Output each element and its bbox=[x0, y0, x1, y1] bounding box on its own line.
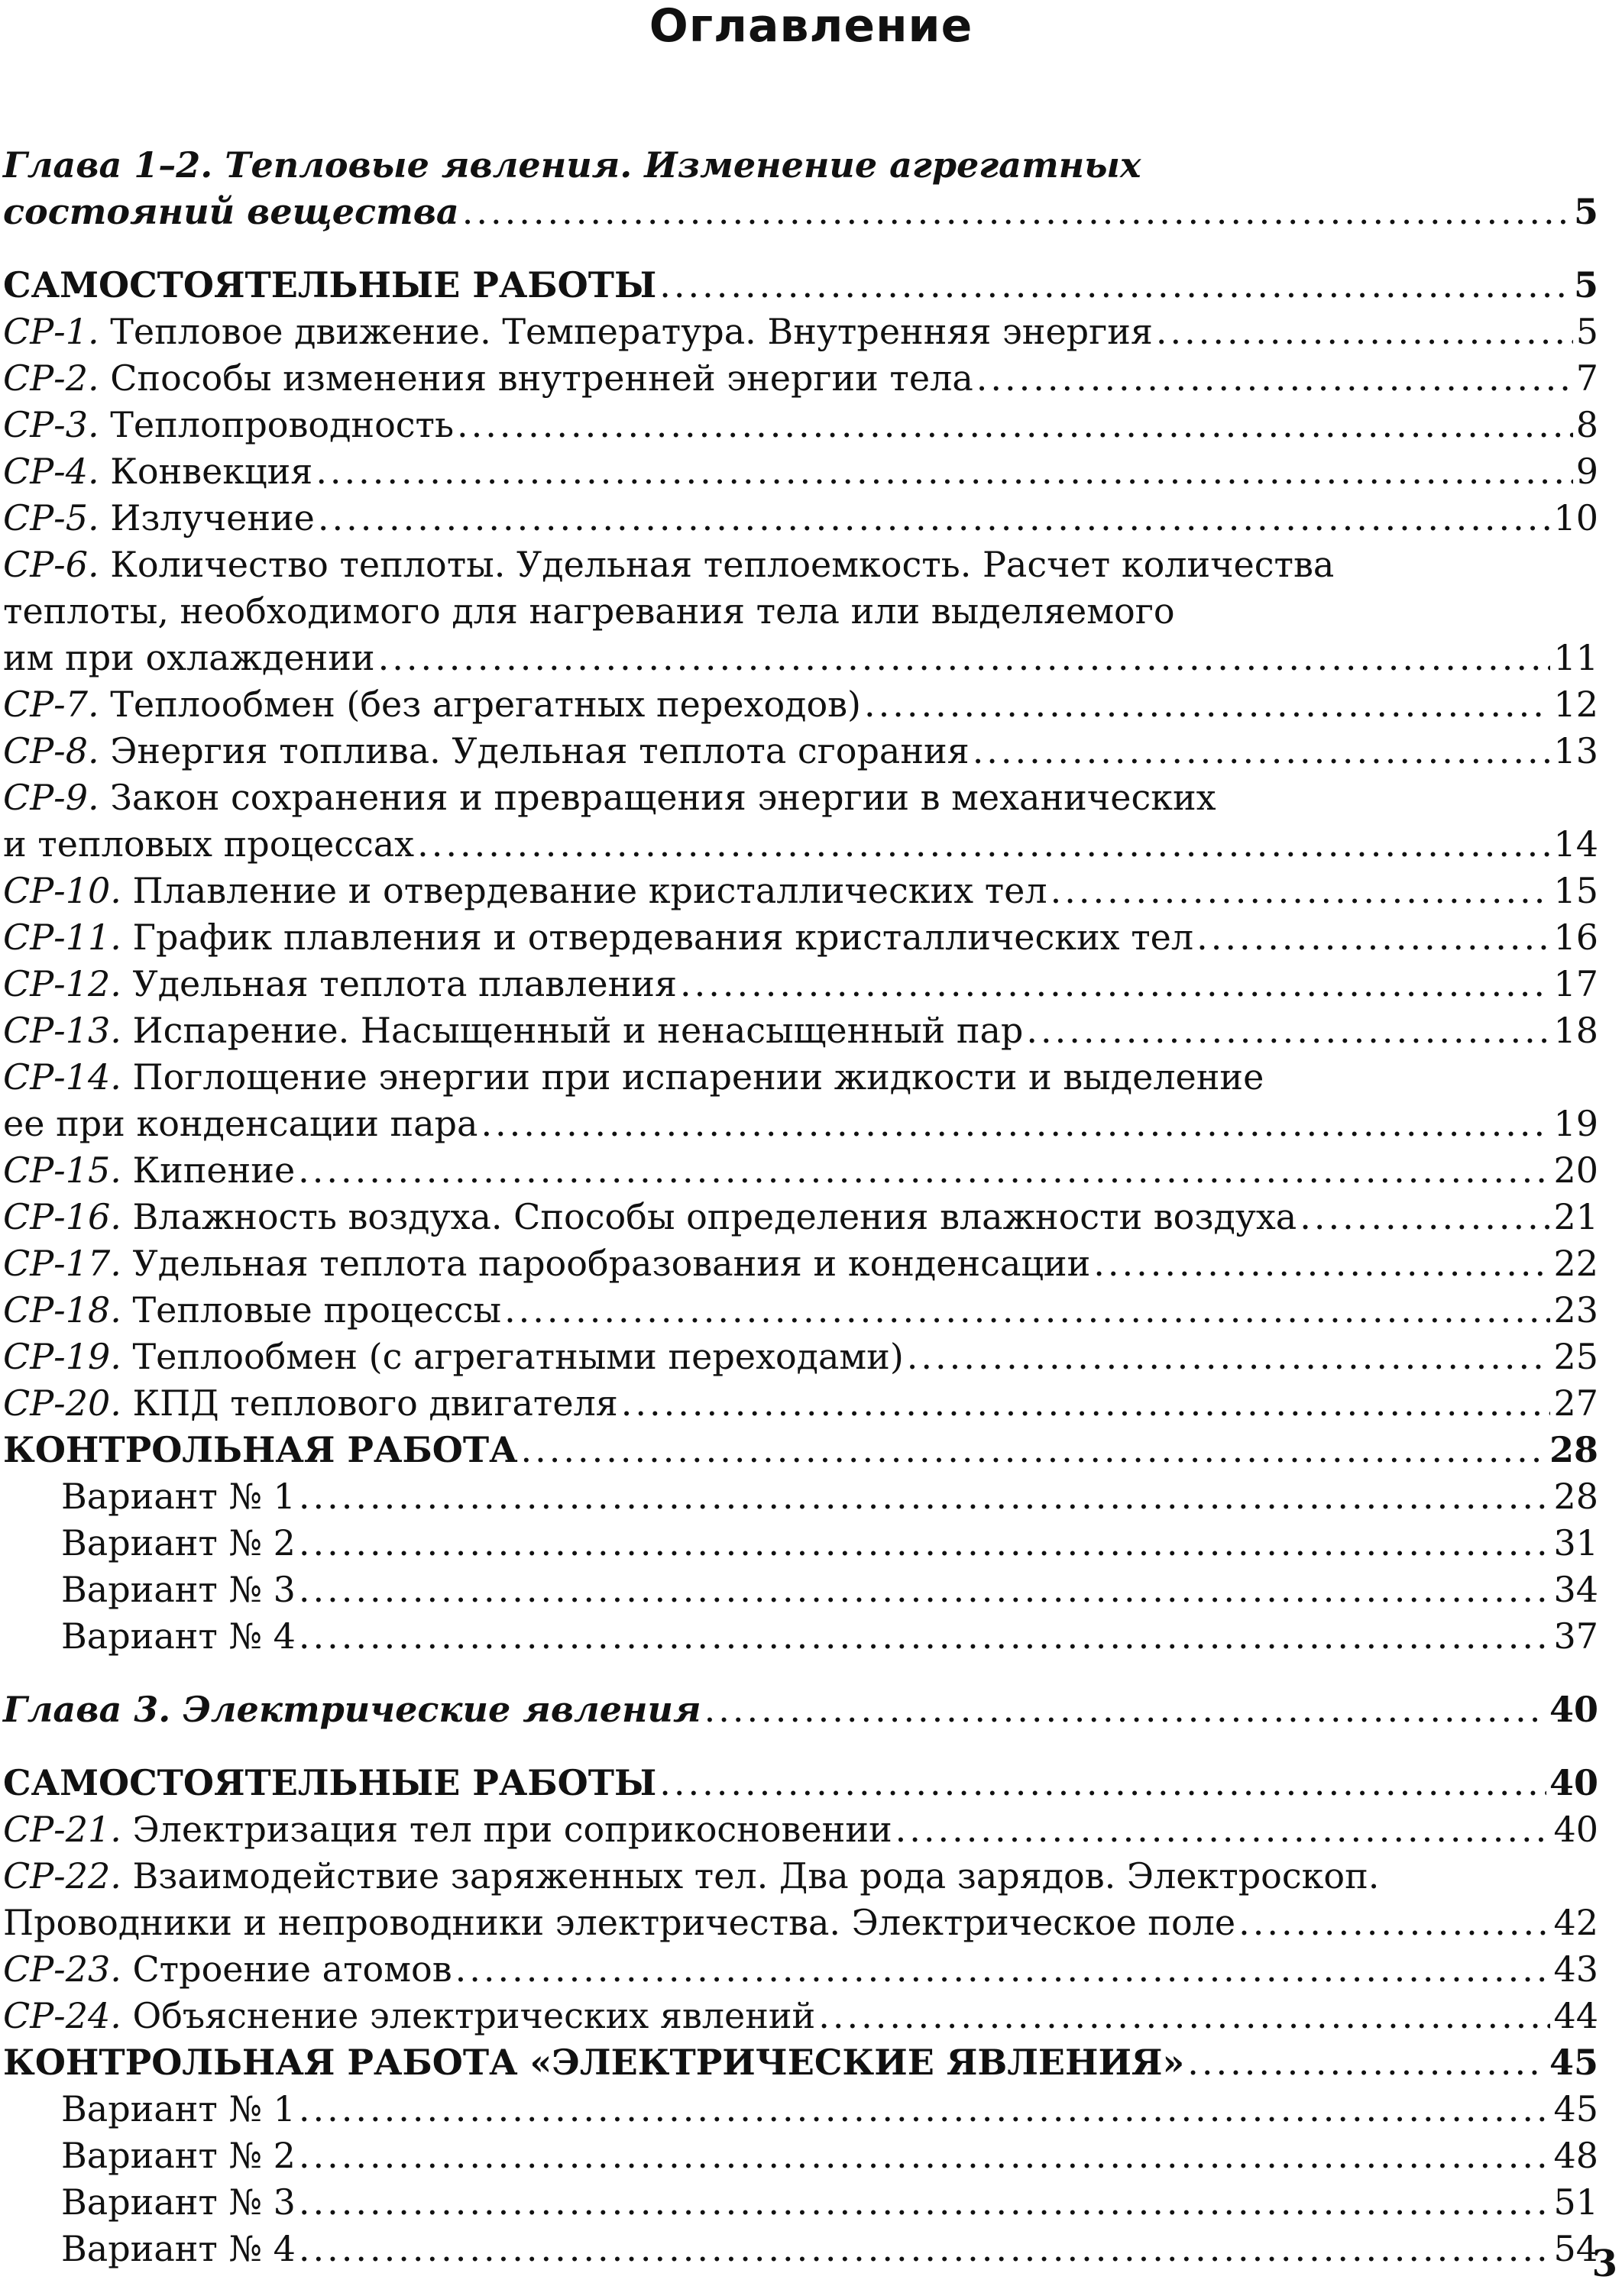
toc-entry-title: Теплопроводность bbox=[99, 404, 455, 445]
dot-leader bbox=[299, 2133, 1551, 2179]
toc-entry-number: СР-2. bbox=[3, 357, 99, 399]
toc-entry-page: 10 bbox=[1553, 497, 1598, 538]
dot-leader bbox=[1093, 1240, 1550, 1287]
toc-entry-title: и тепловых процессах bbox=[3, 823, 415, 865]
dot-leader bbox=[621, 1380, 1551, 1427]
toc-entry-page: 51 bbox=[1553, 2181, 1598, 2223]
toc-entry-number: СР-4. bbox=[3, 451, 99, 492]
toc-entry-title: Вариант № 1 bbox=[61, 2088, 296, 2129]
toc-entry-item bbox=[3, 542, 1598, 588]
toc-entry-title: Объяснение электрических явлений bbox=[121, 1995, 816, 2036]
toc-entry-title: Глава 3. Электрические явления bbox=[3, 1689, 701, 1730]
dot-leader bbox=[299, 1567, 1551, 1613]
dot-leader bbox=[417, 821, 1550, 868]
toc-entry-page: 25 bbox=[1553, 1336, 1598, 1377]
dot-leader bbox=[316, 448, 1572, 495]
toc-entry-number: СР-22. bbox=[3, 1855, 121, 1897]
toc-entry-page: 28 bbox=[1553, 1476, 1598, 1517]
dot-leader bbox=[1196, 914, 1550, 961]
toc-entry-page: 18 bbox=[1553, 1010, 1598, 1051]
toc-entry-number: СР-3. bbox=[3, 404, 99, 445]
toc-entry-item bbox=[3, 868, 1598, 914]
toc-entry-title: им при охлаждении bbox=[3, 637, 375, 678]
toc-entry-variant bbox=[3, 1613, 1598, 1660]
dot-leader bbox=[299, 1613, 1551, 1660]
toc-entry-number: СР-20. bbox=[3, 1382, 121, 1424]
toc-entry-title: Глава 1–2. Тепловые явления. Изменение агрегатных bbox=[3, 144, 1141, 186]
toc-entry-page: 45 bbox=[1553, 2088, 1598, 2129]
toc-entry-number: СР-8. bbox=[3, 730, 99, 771]
toc-entry-item bbox=[3, 635, 1598, 681]
toc-entry-page: 43 bbox=[1553, 1948, 1598, 1990]
dot-leader bbox=[907, 1334, 1551, 1380]
toc-entry-title: Вариант № 2 bbox=[61, 2135, 296, 2176]
toc-entry-title: Плавление и отвердевание кристаллических тел bbox=[121, 870, 1047, 911]
dot-leader bbox=[680, 961, 1550, 1007]
toc-entry-item bbox=[3, 1806, 1598, 1853]
toc-entry-page: 27 bbox=[1553, 1382, 1598, 1424]
dot-leader bbox=[299, 1473, 1551, 1520]
toc-entry-page: 21 bbox=[1553, 1196, 1598, 1237]
toc-entry-page: 40 bbox=[1553, 1809, 1598, 1850]
toc-entry-title: Влажность воздуха. Способы определения влажности воздуха bbox=[121, 1196, 1297, 1237]
page-number: 3 bbox=[1591, 2243, 1617, 2285]
toc-entry-page: 7 bbox=[1575, 357, 1598, 399]
toc-entry-title: Испарение. Насыщенный и ненасыщенный пар bbox=[121, 1010, 1024, 1051]
toc-entry-item bbox=[3, 914, 1598, 961]
toc-entry-item bbox=[3, 1900, 1598, 1946]
toc-entry-number: СР-14. bbox=[3, 1056, 121, 1098]
dot-leader bbox=[1187, 2039, 1546, 2086]
toc-entry-title: САМОСТОЯТЕЛЬНЫЕ РАБОТЫ bbox=[3, 1762, 657, 1803]
toc-entry-item bbox=[3, 774, 1598, 821]
toc-entry-title: График плавления и отвердевания кристаллических тел bbox=[121, 917, 1194, 958]
page-title: Оглавление bbox=[649, 0, 973, 53]
toc-entry-number: СР-18. bbox=[3, 1289, 121, 1331]
dot-leader bbox=[378, 635, 1551, 681]
table-of-contents bbox=[3, 142, 1598, 2272]
toc-entry-title: Вариант № 4 bbox=[61, 2228, 296, 2269]
toc-entry-section bbox=[3, 1427, 1598, 1473]
toc-entry-number: СР-10. bbox=[3, 870, 121, 911]
toc-entry-number: СР-1. bbox=[3, 311, 99, 352]
toc-entry-page: 16 bbox=[1553, 917, 1598, 958]
toc-entry-number: СР-12. bbox=[3, 963, 121, 1004]
toc-entry-title: Проводники и непроводники электричества. Электрическое поле bbox=[3, 1902, 1236, 1943]
toc-entry-title: КПД теплового двигателя bbox=[121, 1382, 618, 1424]
dot-leader bbox=[1238, 1900, 1550, 1946]
toc-entry-page: 13 bbox=[1553, 730, 1598, 771]
toc-entry-number: СР-16. bbox=[3, 1196, 121, 1237]
toc-entry-page: 22 bbox=[1553, 1243, 1598, 1284]
toc-entry-item bbox=[3, 681, 1598, 728]
dot-leader bbox=[818, 1993, 1550, 2039]
toc-entry-item bbox=[3, 1007, 1598, 1054]
toc-entry-page: 15 bbox=[1553, 870, 1598, 911]
toc-entry-title: состояний вещества bbox=[3, 191, 459, 232]
toc-entry-section bbox=[3, 2039, 1598, 2086]
toc-entry-item bbox=[3, 1147, 1598, 1194]
toc-entry-item bbox=[3, 1993, 1598, 2039]
toc-entry-page: 40 bbox=[1549, 1762, 1598, 1803]
toc-entry-variant bbox=[3, 2179, 1598, 2226]
toc-entry-item bbox=[3, 1194, 1598, 1240]
toc-entry-variant bbox=[3, 2133, 1598, 2179]
dot-leader bbox=[521, 1427, 1546, 1473]
toc-entry-title: Способы изменения внутренней энергии тела bbox=[99, 357, 973, 399]
dot-leader bbox=[864, 681, 1550, 728]
toc-entry-item bbox=[3, 495, 1598, 542]
toc-entry-title: Вариант № 2 bbox=[61, 1522, 296, 1564]
toc-entry-page: 37 bbox=[1553, 1615, 1598, 1657]
toc-entry-page: 31 bbox=[1553, 1522, 1598, 1564]
toc-entry-item bbox=[3, 402, 1598, 448]
toc-entry-variant bbox=[3, 2086, 1598, 2133]
toc-entry-title: Удельная теплота парообразования и конденсации bbox=[121, 1243, 1091, 1284]
dot-leader bbox=[659, 262, 1571, 309]
toc-entry-title: Тепловые процессы bbox=[121, 1289, 502, 1331]
dot-leader bbox=[298, 1147, 1550, 1194]
toc-entry-item bbox=[3, 1334, 1598, 1380]
toc-entry-title: Электризация тел при соприкосновении bbox=[121, 1809, 892, 1850]
toc-entry-item bbox=[3, 588, 1598, 635]
toc-entry-page: 17 bbox=[1553, 963, 1598, 1004]
dot-leader bbox=[659, 1760, 1546, 1806]
toc-entry-page: 12 bbox=[1553, 684, 1598, 725]
dot-leader bbox=[318, 495, 1551, 542]
toc-entry-number: СР-23. bbox=[3, 1948, 121, 1990]
toc-entry-number: СР-11. bbox=[3, 917, 121, 958]
dot-leader bbox=[976, 355, 1573, 402]
toc-entry-item bbox=[3, 961, 1598, 1007]
toc-entry-title: САМОСТОЯТЕЛЬНЫЕ РАБОТЫ bbox=[3, 264, 657, 306]
toc-entry-title: Вариант № 1 bbox=[61, 1476, 296, 1517]
toc-entry-page: 14 bbox=[1553, 823, 1598, 865]
toc-entry-page: 23 bbox=[1553, 1289, 1598, 1331]
dot-leader bbox=[1026, 1007, 1550, 1054]
toc-entry-title: Энергия топлива. Удельная теплота сгорания bbox=[99, 730, 970, 771]
toc-entry-page: 54 bbox=[1553, 2228, 1598, 2269]
toc-entry-title: Излучение bbox=[99, 497, 315, 538]
toc-entry-item bbox=[3, 821, 1598, 868]
toc-entry-item bbox=[3, 1380, 1598, 1427]
dot-leader bbox=[299, 2179, 1551, 2226]
toc-entry-title: КОНТРОЛЬНАЯ РАБОТА bbox=[3, 1429, 518, 1470]
toc-entry-page: 5 bbox=[1573, 264, 1598, 306]
toc-entry-title: Конвекция bbox=[99, 451, 313, 492]
dot-leader bbox=[1051, 868, 1551, 914]
toc-entry-page: 42 bbox=[1553, 1902, 1598, 1943]
toc-entry-title: Взаимодействие заряженных тел. Два рода зарядов. Электроскоп. bbox=[121, 1855, 1380, 1897]
toc-entry-number: СР-24. bbox=[3, 1995, 121, 2036]
toc-entry-page: 40 bbox=[1549, 1689, 1598, 1730]
toc-entry-variant bbox=[3, 2226, 1598, 2272]
toc-entry-title: Количество теплоты. Удельная теплоемкость. Расчет количества bbox=[99, 544, 1335, 585]
toc-entry-item bbox=[3, 1287, 1598, 1334]
toc-entry-page: 28 bbox=[1549, 1429, 1598, 1470]
toc-entry-number: СР-17. bbox=[3, 1243, 121, 1284]
toc-entry-title: ее при конденсации пара bbox=[3, 1103, 478, 1144]
toc-entry-chapter bbox=[3, 142, 1598, 189]
toc-entry-number: СР-7. bbox=[3, 684, 99, 725]
toc-entry-title: Удельная теплота плавления bbox=[121, 963, 677, 1004]
toc-entry-page: 19 bbox=[1553, 1103, 1598, 1144]
toc-entry-item bbox=[3, 1946, 1598, 1993]
toc-entry-title: теплоты, необходимого для нагревания тела или выделяемого bbox=[3, 590, 1175, 632]
toc-entry-number: СР-13. bbox=[3, 1010, 121, 1051]
dot-leader bbox=[504, 1287, 1550, 1334]
toc-entry-title: Вариант № 4 bbox=[61, 1615, 296, 1657]
toc-entry-page: 48 bbox=[1553, 2135, 1598, 2176]
toc-entry-title: Вариант № 3 bbox=[61, 2181, 296, 2223]
toc-entry-number: СР-21. bbox=[3, 1809, 121, 1850]
dot-leader bbox=[299, 1520, 1551, 1567]
toc-entry-page: 11 bbox=[1553, 637, 1598, 678]
toc-entry-page: 5 bbox=[1573, 191, 1598, 232]
toc-entry-item bbox=[3, 355, 1598, 402]
toc-entry-number: СР-15. bbox=[3, 1150, 121, 1191]
toc-entry-title: КОНТРОЛЬНАЯ РАБОТА «ЭЛЕКТРИЧЕСКИЕ ЯВЛЕНИЯ» bbox=[3, 2042, 1185, 2083]
toc-entry-variant bbox=[3, 1567, 1598, 1613]
toc-entry-item bbox=[3, 1101, 1598, 1147]
toc-entry-item bbox=[3, 1054, 1598, 1101]
toc-entry-number: СР-6. bbox=[3, 544, 99, 585]
toc-entry-item bbox=[3, 728, 1598, 774]
toc-entry-title: Строение атомов bbox=[121, 1948, 452, 1990]
toc-entry-section bbox=[3, 1760, 1598, 1806]
toc-entry-page: 44 bbox=[1553, 1995, 1598, 2036]
toc-entry-section bbox=[3, 262, 1598, 309]
dot-leader bbox=[1300, 1194, 1550, 1240]
toc-entry-number: СР-9. bbox=[3, 777, 99, 818]
toc-entry-variant bbox=[3, 1473, 1598, 1520]
dot-leader bbox=[481, 1101, 1550, 1147]
toc-entry-item bbox=[3, 1240, 1598, 1287]
dot-leader bbox=[455, 1946, 1551, 1993]
dot-leader bbox=[973, 728, 1551, 774]
dot-leader bbox=[457, 402, 1573, 448]
dot-leader bbox=[462, 189, 1571, 235]
toc-entry-number: СР-5. bbox=[3, 497, 99, 538]
toc-entry-variant bbox=[3, 1520, 1598, 1567]
toc-entry-title: Кипение bbox=[121, 1150, 296, 1191]
dot-leader bbox=[704, 1686, 1546, 1733]
toc-entry-title: Вариант № 3 bbox=[61, 1569, 296, 1610]
toc-entry-page: 9 bbox=[1575, 451, 1598, 492]
toc-entry-page: 20 bbox=[1553, 1150, 1598, 1191]
toc-entry-title: Поглощение энергии при испарении жидкости и выделение bbox=[121, 1056, 1264, 1098]
toc-entry-page: 45 bbox=[1549, 2042, 1598, 2083]
toc-entry-item bbox=[3, 309, 1598, 355]
toc-entry-number: СР-19. bbox=[3, 1336, 121, 1377]
toc-entry-chapter bbox=[3, 1686, 1598, 1733]
toc-entry-item bbox=[3, 1853, 1598, 1900]
dot-leader bbox=[895, 1806, 1551, 1853]
toc-entry-title: Закон сохранения и превращения энергии в механических bbox=[99, 777, 1216, 818]
toc-entry-title: Теплообмен (без агрегатных переходов) bbox=[99, 684, 861, 725]
dot-leader bbox=[299, 2086, 1551, 2133]
toc-entry-item bbox=[3, 448, 1598, 495]
dot-leader bbox=[299, 2226, 1551, 2272]
toc-entry-page: 34 bbox=[1553, 1569, 1598, 1610]
toc-entry-page: 5 bbox=[1575, 311, 1598, 352]
dot-leader bbox=[1156, 309, 1573, 355]
toc-entry-title: Тепловое движение. Температура. Внутренняя энергия bbox=[99, 311, 1153, 352]
toc-entry-page: 8 bbox=[1575, 404, 1598, 445]
toc-entry-chapter bbox=[3, 189, 1598, 235]
toc-entry-title: Теплообмен (с агрегатными переходами) bbox=[121, 1336, 904, 1377]
